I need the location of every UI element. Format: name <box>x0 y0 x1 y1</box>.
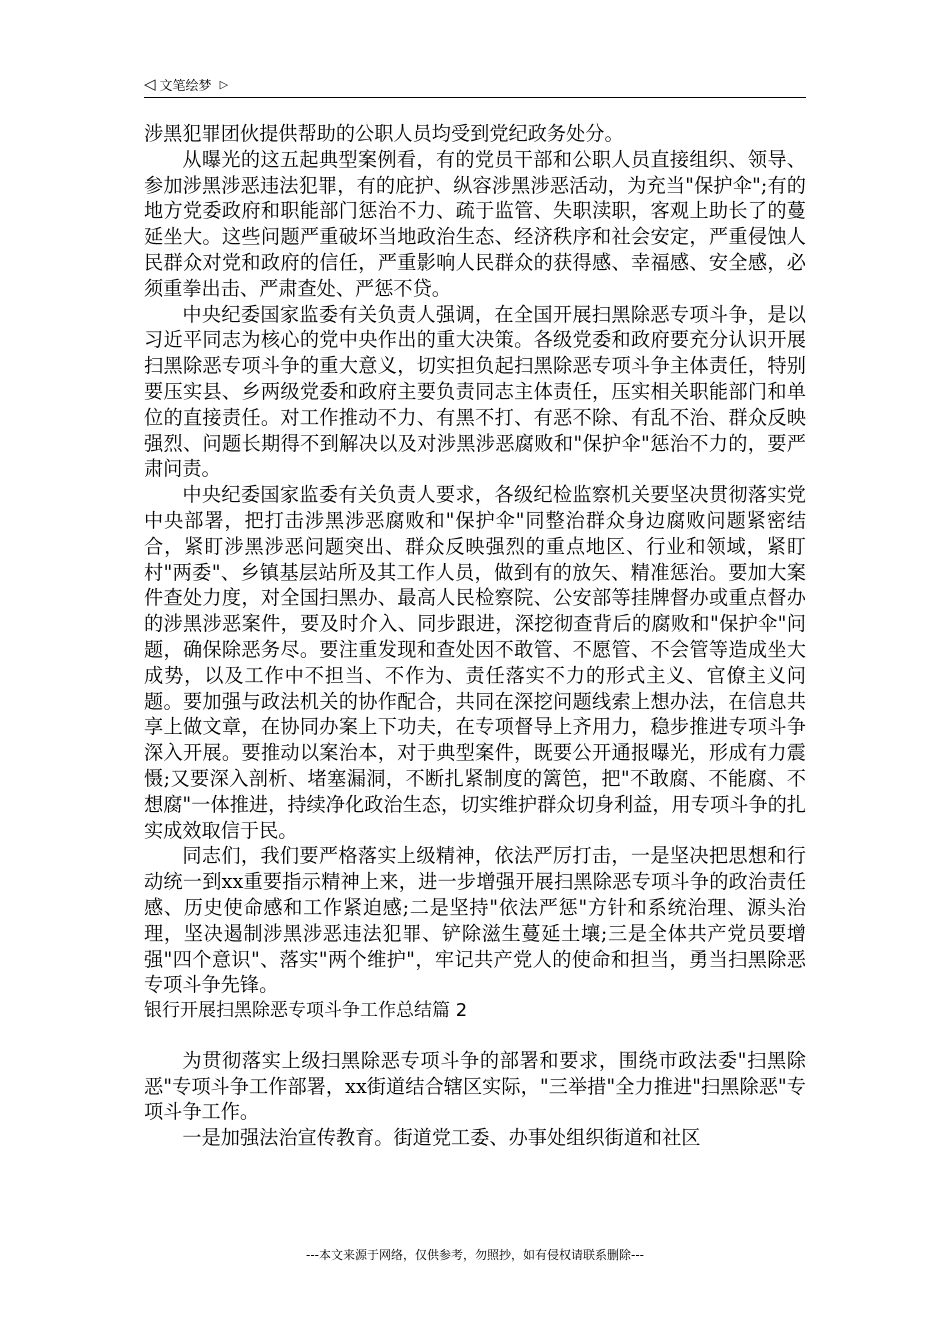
paragraph: 一是加强法治宣传教育。街道党工委、办事处组织街道和社区 <box>182 1126 701 1150</box>
brand-name: 文笔绘梦 <box>159 78 212 94</box>
paragraph-continued: 涉黑犯罪团伙提供帮助的公职人员均受到党纪政务处分。 <box>144 122 624 145</box>
paragraph: 中央纪委国家监委有关负责人要求，各级纪检监察机关要坚决贯彻落实党中央部署，把打击涉黑涉恶腐败和"保护伞"同整治群众身边腐败问题紧密结合，紧盯涉黑涉恶问题突出、群众反映强烈的重点地区、行业和领域，紧盯村"两委"、乡镇基层站所及其工作人员，做到有的放矢、精准惩治。要加大案件查处力度，对全国扫黑办、最高人民检察院、公安部等挂牌督办或重点督办的涉黑涉恶案件，要及时介入、同步跟进，深挖彻查背后的腐败和"保护伞"问题，确保除恶务尽。要注重发现和查处因不敢管、不愿管、不会管等造成坐大成势，以及工作中不担当、不作为、责任落实不力的形式主义、官僚主义问题。要加强与政法机关的协作配合，共同在深挖问题线索上想办法，在信息共享上做文章，在协同办案上下功夫，在专项督导上齐用力，稳步推进专项斗争深入开展。要推动以案治本，对于典型案件，既要公开通报曝光，形成有力震慑;又要深入剖析、堵塞漏洞，不断扎紧制度的篱笆，把"不敢腐、不能腐、不想腐"一体推进，持续净化政治生态，切实维护群众切身利益，用专项斗争的扎实成效取信于民。 <box>144 483 806 842</box>
header-divider <box>144 97 806 98</box>
paragraph: 中央纪委国家监委有关负责人强调，在全国开展扫黑除恶专项斗争，是以习近平同志为核心的党中央作出的重大决策。各级党委和政府要充分认识开展扫黑除恶专项斗争的重大意义，切实担负起扫黑除恶专项斗争主体责任，特别要压实县、乡两级党委和政府主要负责同志主体责任，压实相关职能部门和单位的直接责任。对工作推动不力、有黑不打、有恶不除、有乱不治、群众反映强烈、问题长期得不到解决以及对涉黑涉恶腐败和"保护伞"惩治不力的，要严肃问责。 <box>144 302 806 481</box>
triangle-right-icon: ▷ <box>219 77 229 91</box>
paragraph: 从曝光的这五起典型案例看，有的党员干部和公职人员直接组织、领导、参加涉黑涉恶违法犯罪，有的庇护、纵容涉黑涉恶活动，为充当"保护伞";有的地方党委政府和职能部门惩治不力、疏于监管、失职渎职，客观上助长了的蔓延坐大。这些问题严重破坏当地政治生态、经济秩序和社会安定，严重侵蚀人民群众对党和政府的信任，严重影响人民群众的获得感、幸福感、安全感，必须重拳出击、严肃查处、严惩不贷。 <box>144 147 806 300</box>
section-heading: 银行开展扫黑除恶专项斗争工作总结篇 2 <box>144 1000 468 1022</box>
paragraph: 同志们，我们要严格落实上级精神，依法严厉打击，一是坚决把思想和行动统一到xx重要指示精神上来，进一步增强开展扫黑除恶专项斗争的政治责任感、历史使命感和工作紧迫感;二是坚持"依法严惩"方针和系统治理、源头治理，坚决遏制涉黑涉恶违法犯罪、铲除滋生蔓延土壤;三是全体共产党员要增强"四个意识"、落实"两个维护"，牢记共产党人的使命和担当，勇当扫黑除恶专项斗争先锋。 <box>144 844 806 997</box>
paragraph: 为贯彻落实上级扫黑除恶专项斗争的部署和要求，围绕市政法委"扫黑除恶"专项斗争工作部署，xx街道结合辖区实际，"三举措"全力推进"扫黑除恶"专项斗争工作。 <box>144 1048 806 1124</box>
page-footer-disclaimer: ---本文来源于网络，仅供参考，勿照抄，如有侵权请联系删除--- <box>306 1248 644 1262</box>
document-body <box>144 121 806 1151</box>
triangle-left-icon: ◁ <box>144 74 156 93</box>
page-header <box>144 73 806 95</box>
